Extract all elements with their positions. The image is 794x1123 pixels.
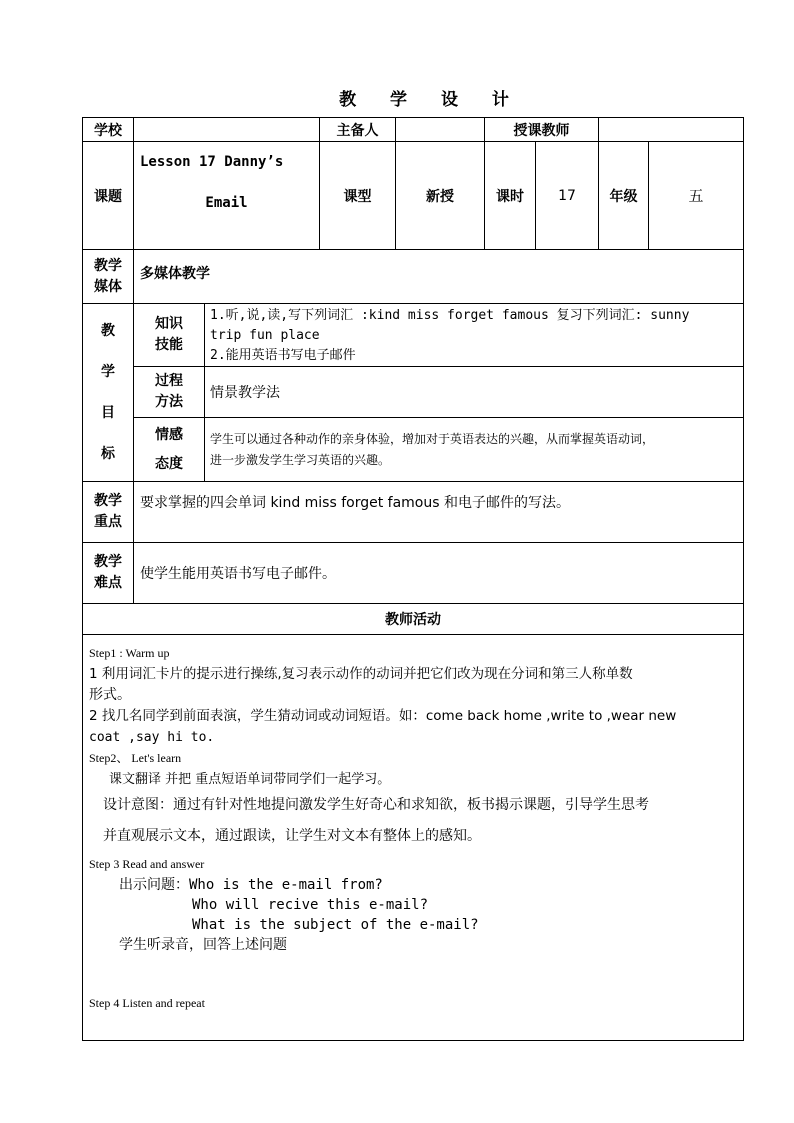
teacher-value bbox=[599, 118, 744, 142]
teacher-label: 授课教师 bbox=[485, 118, 599, 142]
school-label: 学校 bbox=[83, 118, 134, 142]
step4-title: Step 4 Listen and repeat bbox=[89, 996, 205, 1010]
difficulties-label-line1: 教学 bbox=[94, 554, 122, 570]
goals-process-row bbox=[83, 367, 744, 418]
lesson-title bbox=[134, 142, 320, 250]
step1-line4: coat ,say hi to. bbox=[89, 730, 215, 745]
goals-label-char-3: 目 bbox=[101, 404, 115, 421]
process-value: 情景教学法 bbox=[205, 367, 744, 418]
key-points-label-line2: 重点 bbox=[94, 514, 122, 530]
knowledge-label-line2: 技能 bbox=[155, 337, 183, 353]
activities-heading: 教师活动 bbox=[83, 604, 744, 635]
lesson-title-line1: Lesson 17 Danny’s bbox=[140, 154, 284, 170]
lesson-plan-table bbox=[82, 117, 744, 1041]
grade-label: 年级 bbox=[599, 142, 649, 250]
step1-line2: 形式。 bbox=[89, 687, 131, 703]
difficulties-label bbox=[83, 543, 134, 604]
emotion-label-line1: 情感 bbox=[155, 426, 183, 443]
difficulties-value: 使学生能用英语书写电子邮件。 bbox=[134, 543, 744, 604]
media-label bbox=[83, 250, 134, 304]
lead-label: 主备人 bbox=[320, 118, 396, 142]
goals-label-char-1: 教 bbox=[101, 322, 115, 339]
step3-title: Step 3 Read and answer bbox=[89, 857, 205, 871]
topic-label: 课题 bbox=[83, 142, 134, 250]
knowledge-label-line1: 知识 bbox=[155, 316, 183, 332]
key-points-label bbox=[83, 482, 134, 543]
activities-heading-row bbox=[83, 604, 744, 635]
step3-line3: What is the subject of the e-mail? bbox=[192, 917, 479, 933]
step2-title: Step2、 Let's learn bbox=[89, 751, 182, 765]
step1-title: Step1 : Warm up bbox=[89, 646, 170, 660]
key-points-value: 要求掌握的四会单词 kind miss forget famous 和电子邮件的写法。 bbox=[134, 482, 744, 543]
step3-line2: Who will recive this e-mail? bbox=[192, 897, 429, 913]
goals-label-char-4: 标 bbox=[101, 445, 115, 462]
activities-body bbox=[83, 635, 744, 1041]
knowledge-line2: trip fun place bbox=[210, 328, 320, 343]
step1-line3: 2 找几名同学到前面表演，学生猜动词或动词短语。如：come back home ,write to ,wear new bbox=[89, 708, 677, 724]
media-value: 多媒体教学 bbox=[134, 250, 744, 304]
process-label bbox=[134, 367, 205, 418]
knowledge-label bbox=[134, 304, 205, 367]
emotion-label bbox=[134, 418, 205, 482]
step2-line2: 设计意图：通过有针对性地提问激发学生好奇心和求知欲，板书揭示课题，引导学生思考 bbox=[103, 797, 649, 813]
difficulties-label-line2: 难点 bbox=[94, 575, 122, 591]
process-label-line1: 过程 bbox=[155, 373, 183, 389]
activities-body-row bbox=[83, 635, 744, 1041]
key-points-label-line1: 教学 bbox=[94, 493, 122, 509]
hours-value: 17 bbox=[536, 142, 599, 250]
goals-label-char-2: 学 bbox=[101, 363, 115, 380]
media-row bbox=[83, 250, 744, 304]
lesson-title-line2: Email bbox=[205, 195, 248, 211]
page-title: 教 学 设 计 bbox=[339, 90, 523, 110]
grade-value: 五 bbox=[649, 142, 744, 250]
step2-line3: 并直观展示文本，通过跟读，让学生对文本有整体上的感知。 bbox=[103, 828, 481, 844]
goals-emotion-row bbox=[83, 418, 744, 482]
media-label-line1: 教学 bbox=[94, 257, 122, 274]
process-label-line2: 方法 bbox=[155, 394, 183, 410]
step3-line1: 出示问题：Who is the e-mail from? bbox=[119, 877, 383, 893]
topic-row bbox=[83, 142, 744, 250]
emotion-label-line2: 态度 bbox=[155, 455, 183, 472]
emotion-line1: 学生可以通过各种动作的亲身体验，增加对于英语表达的兴趣，从而掌握英语动词， bbox=[210, 431, 655, 446]
type-label: 课型 bbox=[320, 142, 396, 250]
type-value: 新授 bbox=[396, 142, 485, 250]
goals-knowledge-row bbox=[83, 304, 744, 367]
knowledge-value bbox=[205, 304, 744, 367]
emotion-value bbox=[205, 418, 744, 482]
goals-label bbox=[83, 304, 134, 482]
knowledge-line3: 2.能用英语书写电子邮件 bbox=[210, 348, 356, 363]
difficulties-row bbox=[83, 543, 744, 604]
header-row bbox=[83, 118, 744, 142]
step2-line1: 课文翻译 并把 重点短语单词带同学们一起学习。 bbox=[109, 772, 391, 787]
step3-line4: 学生听录音，回答上述问题 bbox=[119, 937, 287, 953]
key-points-row bbox=[83, 482, 744, 543]
step1-line1: 1 利用词汇卡片的提示进行操练,复习表示动作的动词并把它们改为现在分词和第三人称单数 bbox=[89, 666, 633, 682]
lead-value bbox=[396, 118, 485, 142]
hours-label: 课时 bbox=[485, 142, 536, 250]
school-value bbox=[134, 118, 320, 142]
knowledge-line1: 1.听,说,读,写下列词汇 :kind miss forget famous 复习下列词汇: sunny bbox=[210, 308, 690, 323]
emotion-line2: 进一步激发学生学习英语的兴趣。 bbox=[210, 452, 391, 467]
media-label-line2: 媒体 bbox=[94, 278, 122, 295]
